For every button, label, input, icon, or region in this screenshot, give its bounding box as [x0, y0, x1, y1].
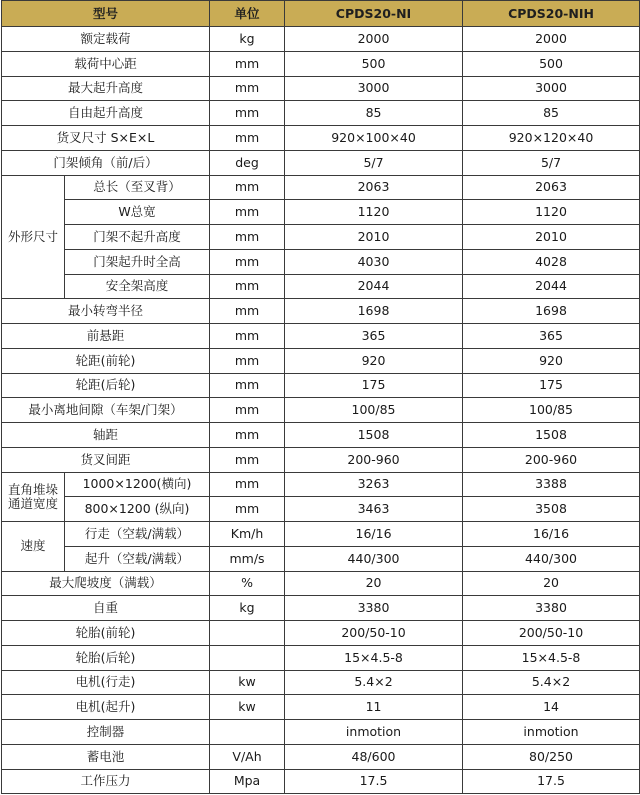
table-row [2, 150, 640, 175]
row-value-b: 200-960 [463, 447, 640, 472]
row-value-a: 365 [285, 324, 463, 349]
table-row [2, 670, 640, 695]
table-row [2, 695, 640, 720]
row-value-b: 500 [463, 51, 640, 76]
row-unit [210, 645, 285, 670]
row-value-a: 3263 [285, 472, 463, 497]
group-outline-size: 外形尺寸 [2, 175, 65, 299]
table-row [2, 126, 640, 151]
row-value-b: 365 [463, 324, 640, 349]
row-value-a: 920 [285, 348, 463, 373]
row-label: 最大爬坡度（满载） [2, 571, 210, 596]
row-value-a: 100/85 [285, 398, 463, 423]
row-label: 轮距(前轮) [2, 348, 210, 373]
row-value-b: 4028 [463, 249, 640, 274]
row-value-b: inmotion [463, 720, 640, 745]
row-value-a: 85 [285, 101, 463, 126]
group-aisle-width [2, 472, 65, 522]
row-label: 门架倾角（前/后） [2, 150, 210, 175]
row-value-b: 15×4.5-8 [463, 645, 640, 670]
row-value-a: 500 [285, 51, 463, 76]
row-value-a: 3000 [285, 76, 463, 101]
row-label: 门架不起升高度 [65, 225, 210, 250]
row-value-b: 2063 [463, 175, 640, 200]
row-value-a: 3380 [285, 596, 463, 621]
table-row [2, 720, 640, 745]
row-value-b: 16/16 [463, 522, 640, 547]
group-speed: 速度 [2, 522, 65, 572]
row-label: 总长（至叉背） [65, 175, 210, 200]
table-row [2, 497, 640, 522]
row-unit: Km/h [210, 522, 285, 547]
row-label: 起升（空载/满载） [65, 546, 210, 571]
row-value-a: 1120 [285, 200, 463, 225]
row-value-b: 1508 [463, 423, 640, 448]
row-unit: mm [210, 299, 285, 324]
row-value-b: 920 [463, 348, 640, 373]
row-label: 最大起升高度 [2, 76, 210, 101]
row-value-a: 48/600 [285, 744, 463, 769]
row-label: 载荷中心距 [2, 51, 210, 76]
row-value-a: 2000 [285, 27, 463, 52]
row-value-a: 17.5 [285, 769, 463, 794]
row-value-a: inmotion [285, 720, 463, 745]
row-unit: kw [210, 695, 285, 720]
row-label: 货叉间距 [2, 447, 210, 472]
table-row [2, 225, 640, 250]
row-unit: mm [210, 324, 285, 349]
row-value-a: 20 [285, 571, 463, 596]
row-unit: mm [210, 126, 285, 151]
header-model-a: CPDS20-NI [285, 1, 463, 27]
table-row [2, 27, 640, 52]
table-row [2, 744, 640, 769]
row-unit: mm [210, 472, 285, 497]
row-value-a: 2063 [285, 175, 463, 200]
header-unit: 单位 [210, 1, 285, 27]
row-value-a: 15×4.5-8 [285, 645, 463, 670]
header-model: 型号 [2, 1, 210, 27]
header-row [2, 1, 640, 27]
row-unit: Mpa [210, 769, 285, 794]
row-label: 电机(行走) [2, 670, 210, 695]
row-value-b: 3388 [463, 472, 640, 497]
table-row [2, 571, 640, 596]
table-row [2, 645, 640, 670]
row-unit: V/Ah [210, 744, 285, 769]
row-label: 800×1200 (纵向) [65, 497, 210, 522]
row-label: 前悬距 [2, 324, 210, 349]
row-value-b: 14 [463, 695, 640, 720]
table-row [2, 546, 640, 571]
row-value-b: 440/300 [463, 546, 640, 571]
table-row [2, 447, 640, 472]
row-unit: mm/s [210, 546, 285, 571]
row-value-a: 920×100×40 [285, 126, 463, 151]
row-unit: mm [210, 423, 285, 448]
row-unit: kg [210, 27, 285, 52]
row-unit: kg [210, 596, 285, 621]
row-value-a: 16/16 [285, 522, 463, 547]
row-value-b: 17.5 [463, 769, 640, 794]
row-unit: mm [210, 101, 285, 126]
row-unit: mm [210, 497, 285, 522]
row-value-b: 80/250 [463, 744, 640, 769]
row-value-b: 2010 [463, 225, 640, 250]
table-row [2, 423, 640, 448]
row-unit: mm [210, 76, 285, 101]
row-value-b: 3380 [463, 596, 640, 621]
row-label: 电机(起升) [2, 695, 210, 720]
row-label: 行走（空载/满载） [65, 522, 210, 547]
table-row [2, 175, 640, 200]
row-unit: mm [210, 274, 285, 299]
table-row [2, 621, 640, 646]
row-value-b: 3000 [463, 76, 640, 101]
row-value-b: 100/85 [463, 398, 640, 423]
row-unit: mm [210, 200, 285, 225]
table-row [2, 200, 640, 225]
row-label: 自由起升高度 [2, 101, 210, 126]
table-row [2, 373, 640, 398]
row-unit [210, 720, 285, 745]
row-label: 最小转弯半径 [2, 299, 210, 324]
row-value-b: 20 [463, 571, 640, 596]
row-label: 安全架高度 [65, 274, 210, 299]
row-label: 自重 [2, 596, 210, 621]
group-aisle-line1: 直角堆垛 [7, 481, 58, 497]
row-unit: mm [210, 373, 285, 398]
row-value-a: 11 [285, 695, 463, 720]
row-label: 1000×1200(横向) [65, 472, 210, 497]
table-row [2, 472, 640, 497]
row-label: 门架起升时全高 [65, 249, 210, 274]
row-label: 轮距(后轮) [2, 373, 210, 398]
table-row [2, 101, 640, 126]
row-unit: mm [210, 51, 285, 76]
row-value-b: 85 [463, 101, 640, 126]
row-value-b: 175 [463, 373, 640, 398]
row-value-b: 2000 [463, 27, 640, 52]
table-row [2, 51, 640, 76]
row-value-b: 5.4×2 [463, 670, 640, 695]
header-model-b: CPDS20-NIH [463, 1, 640, 27]
row-label: 额定载荷 [2, 27, 210, 52]
table-row [2, 249, 640, 274]
row-value-a: 175 [285, 373, 463, 398]
row-value-b: 5/7 [463, 150, 640, 175]
row-value-b: 2044 [463, 274, 640, 299]
row-label: W总宽 [65, 200, 210, 225]
row-unit: mm [210, 398, 285, 423]
spec-table [1, 0, 640, 794]
row-value-a: 2044 [285, 274, 463, 299]
row-value-a: 5/7 [285, 150, 463, 175]
row-value-a: 200-960 [285, 447, 463, 472]
row-unit: mm [210, 175, 285, 200]
table-row [2, 324, 640, 349]
row-value-b: 200/50-10 [463, 621, 640, 646]
row-value-a: 440/300 [285, 546, 463, 571]
table-row [2, 348, 640, 373]
row-value-b: 1120 [463, 200, 640, 225]
row-unit: mm [210, 249, 285, 274]
table-row [2, 769, 640, 794]
row-value-b: 3508 [463, 497, 640, 522]
table-row [2, 76, 640, 101]
row-value-a: 1698 [285, 299, 463, 324]
row-label: 控制器 [2, 720, 210, 745]
table-row [2, 274, 640, 299]
row-value-a: 2010 [285, 225, 463, 250]
row-unit: mm [210, 225, 285, 250]
table-row [2, 398, 640, 423]
table-row [2, 522, 640, 547]
row-label: 货叉尺寸 S×E×L [2, 126, 210, 151]
row-value-b: 1698 [463, 299, 640, 324]
row-value-a: 3463 [285, 497, 463, 522]
row-value-b: 920×120×40 [463, 126, 640, 151]
row-value-a: 1508 [285, 423, 463, 448]
row-value-a: 4030 [285, 249, 463, 274]
row-value-a: 5.4×2 [285, 670, 463, 695]
row-unit [210, 621, 285, 646]
row-label: 工作压力 [2, 769, 210, 794]
row-label: 轮胎(前轮) [2, 621, 210, 646]
row-label: 轴距 [2, 423, 210, 448]
row-unit: mm [210, 447, 285, 472]
row-label: 最小离地间隙（车架/门架） [2, 398, 210, 423]
row-label: 轮胎(后轮) [2, 645, 210, 670]
row-unit: mm [210, 348, 285, 373]
row-value-a: 200/50-10 [285, 621, 463, 646]
row-unit: kw [210, 670, 285, 695]
table-row [2, 596, 640, 621]
row-unit: deg [210, 150, 285, 175]
table-row [2, 299, 640, 324]
row-unit: % [210, 571, 285, 596]
row-label: 蓄电池 [2, 744, 210, 769]
group-aisle-line2: 通道宽度 [7, 495, 58, 511]
